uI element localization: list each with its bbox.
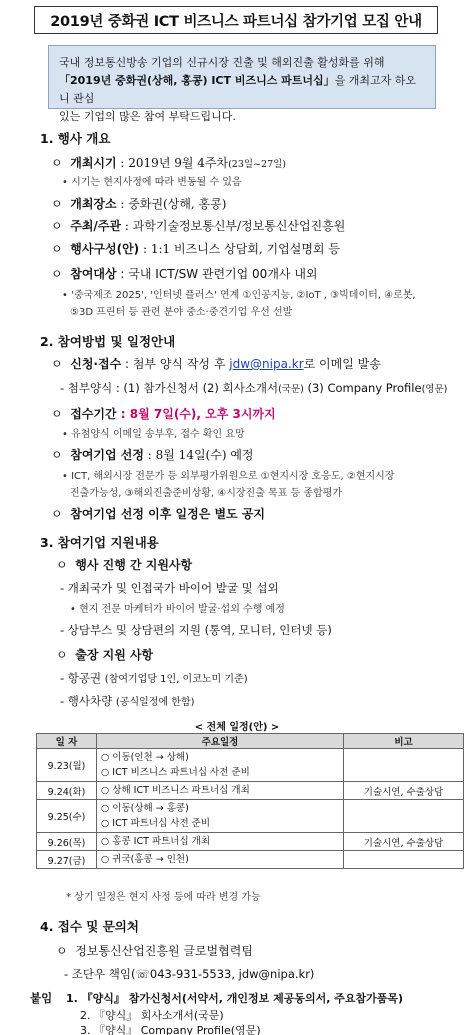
- contact-org: [56, 942, 253, 959]
- apply-email-link[interactable]: jdw@nipa.kr: [229, 357, 304, 371]
- row-note: [344, 851, 464, 869]
- row-items: [97, 833, 344, 851]
- support-item-1-note: • 현지 전문 마케터가 바이어 발굴·섭외 수행 예정: [70, 604, 285, 615]
- trip-item-1-text: - 항공권: [60, 671, 105, 685]
- row-item: ○ 홍콩 ICT 파트너십 개최: [101, 836, 211, 847]
- trip-item-2-text: - 행사차량: [60, 694, 116, 708]
- row-item: ○ 이동(상해 → 홍콩): [101, 803, 189, 814]
- notice-line-2: [59, 72, 425, 108]
- row-date: 9.25(수): [37, 800, 97, 833]
- period-value: : 2019년 9월 4주차: [116, 156, 229, 170]
- bullet: ㅇ: [51, 448, 63, 462]
- row-items: [97, 800, 344, 833]
- row-note: [344, 749, 464, 782]
- attachment-item-2: 2. 『양식』 회사소개서(국문): [80, 1009, 224, 1022]
- program-value: : 1:1 비즈니스 상담회, 기업설명회 등: [139, 242, 340, 256]
- section-3-heading: 3. 참여기업 지원내용: [40, 535, 159, 550]
- item-selection: [51, 446, 254, 463]
- program-key: 행사구성(안): [70, 242, 140, 256]
- bullet: ㅇ: [51, 219, 63, 233]
- row-items: [97, 749, 344, 782]
- item-deadline: [51, 405, 276, 422]
- row-items: [97, 851, 344, 869]
- apply-post: 로 이메일 발송: [303, 357, 381, 371]
- forms-text-2: (3) Company Profile: [303, 381, 422, 395]
- item-support: [56, 556, 192, 573]
- header-date: 일 자: [37, 734, 97, 749]
- schedule-footnote: * 상기 일정은 현지 사정 등에 따라 변경 가능: [66, 892, 261, 903]
- item-program: [51, 240, 340, 257]
- table-row: [37, 833, 464, 851]
- schedule-header-row: [37, 734, 464, 749]
- trip-item-1-detail: (참여기업당 1인, 이코노미 기준): [104, 674, 248, 685]
- forms-lang-en: (영문): [421, 384, 448, 395]
- bullet: ㅇ: [51, 156, 63, 170]
- period-note: • 시기는 현지사정에 따라 변동될 수 있음: [62, 177, 242, 188]
- row-date: 9.24(화): [37, 782, 97, 800]
- attachment-item-3: 3. 『양식』 Company Profile(영문): [80, 1024, 261, 1035]
- target-note-2: ⑤3D 프린터 등 관련 분야 중소·중견기업 우선 선발: [70, 307, 293, 318]
- notice-line-2-rest: 을 개최고자 하오니 관심: [59, 74, 417, 105]
- item-host: [51, 217, 345, 234]
- bullet: ㅇ: [51, 507, 63, 521]
- title-box: [34, 6, 438, 34]
- row-item: ○ 이동(인천 → 상해): [101, 752, 189, 763]
- row-date: 9.23(월): [37, 749, 97, 782]
- notify-text: 참여기업 선정 이후 일정은 별도 공지: [70, 507, 266, 521]
- schedule-table: [36, 733, 464, 869]
- attachment-item-1: 1. 『양식』 참가신청서(서약서, 개인정보 제공동의서, 주요참가품목): [66, 992, 404, 1005]
- trip-item-2: [60, 693, 195, 709]
- row-items: [97, 782, 344, 800]
- selection-note-2: 진출가능성, ③해외진출준비상황, ④시장진출 목표 등 종합평가: [70, 488, 343, 499]
- notice-line-3: 있는 기업의 많은 참여 부탁드립니다.: [59, 110, 236, 123]
- support-item-1: - 개최국가 및 인접국가 바이어 발굴 및 섭외: [60, 581, 279, 595]
- host-key: 주최/주관: [70, 219, 121, 233]
- row-date: 9.26(목): [37, 833, 97, 851]
- table-row: [37, 800, 464, 833]
- apply-key: 신청·접수: [70, 357, 122, 371]
- row-item: ○ 상해 ICT 비즈니스 파트너십 개최: [101, 785, 250, 796]
- trip-item-2-detail: (공식일정에 한함): [115, 697, 195, 708]
- selection-key: 참여기업 선정: [70, 448, 144, 462]
- bullet: ㅇ: [56, 944, 68, 958]
- bullet: ㅇ: [51, 242, 63, 256]
- table-row: [37, 749, 464, 782]
- item-place: [51, 195, 226, 212]
- period-range: (23일~27일): [228, 159, 286, 170]
- item-trip: [56, 646, 153, 663]
- support-key: 행사 진행 간 지원사항: [75, 558, 193, 572]
- bullet: ㅇ: [56, 558, 68, 572]
- place-key: 개최장소: [70, 197, 117, 211]
- bullet: ㅇ: [56, 648, 68, 662]
- support-item-2: - 상담부스 및 상담편의 지원 (통역, 모니터, 인터넷 등): [60, 623, 332, 637]
- schedule-caption: < 전체 일정(안) >: [194, 722, 280, 733]
- row-item: ○ 귀국(홍콩 → 인천): [101, 854, 189, 865]
- forms-text: - 첨부양식 : (1) 참가신청서 (2) 회사소개서: [60, 381, 279, 395]
- notice-line-1: 국내 정보통신방송 기업의 신규시장 진출 및 해외진출 활성화를 위해: [59, 56, 385, 69]
- period-key: 개최시기: [70, 156, 117, 170]
- trip-item-1: [60, 670, 248, 686]
- selection-value: : 8월 14일(수) 예정: [143, 448, 254, 462]
- item-notify: [51, 505, 265, 522]
- host-value: : 과학기술정보통신부/정보통신산업진흥원: [121, 219, 346, 233]
- item-target: [51, 265, 318, 282]
- notice-event-name: 「2019년 중화권(상해, 홍콩) ICT 비즈니스 파트너십」: [59, 74, 335, 87]
- row-note: 기술시연, 수출상담: [344, 833, 464, 851]
- attachments-label: 붙임: [30, 991, 53, 1005]
- bullet: ㅇ: [51, 407, 63, 421]
- table-row: [37, 782, 464, 800]
- deadline-note: • 유첨양식 이메일 송부후, 접수 확인 요망: [62, 429, 245, 440]
- target-note-1: • '중국제조 2025', '인터넷 플러스' 연계 ①인공지능, ②IoT , ③빅데이터, ④로봇,: [62, 290, 416, 301]
- trip-key: 출장 지원 사항: [75, 648, 154, 662]
- forms-lang-kr: (국문): [278, 384, 304, 395]
- item-apply: [51, 355, 381, 372]
- selection-note-1: • ICT, 해외시장 전문가 등 외부평가위원으로 ①현지시장 호응도, ②현지시장: [62, 471, 395, 482]
- contact-person: - 조단우 책임(☏043-931-5533, jdw@nipa.kr): [64, 967, 315, 981]
- section-2-heading: 2. 참여방법 및 일정안내: [40, 334, 176, 349]
- row-item: ○ ICT 파트너십 사전 준비: [101, 818, 211, 829]
- header-note: 비고: [344, 734, 464, 749]
- row-note: 기술시연, 수출상담: [344, 782, 464, 800]
- row-item: ○ ICT 비즈니스 파트너십 사전 준비: [101, 767, 250, 778]
- deadline-key: 접수기간: [70, 407, 117, 421]
- page-title: 2019년 중화권 ICT 비즈니스 파트너십 참가기업 모집 안내: [50, 13, 422, 30]
- target-value: : 국내 ICT/SW 관련기업 00개사 내외: [116, 267, 318, 281]
- row-date: 9.27(금): [37, 851, 97, 869]
- header-agenda: 주요일정: [97, 734, 344, 749]
- table-row: [37, 851, 464, 869]
- bullet: ㅇ: [51, 267, 63, 281]
- bullet: ㅇ: [51, 197, 63, 211]
- place-value: : 중화권(상해, 홍콩): [116, 197, 227, 211]
- contact-org-name: 정보통신산업진흥원 글로벌협력팀: [75, 944, 253, 958]
- target-key: 참여대상: [70, 267, 117, 281]
- item-period: [51, 154, 286, 171]
- intro-notice: [48, 45, 436, 123]
- apply-pre: : 첨부 양식 작성 후: [121, 357, 230, 371]
- bullet: ㅇ: [51, 357, 63, 371]
- row-note: [344, 800, 464, 833]
- forms-list: [60, 380, 447, 396]
- section-4-heading: 4. 접수 및 문의처: [40, 919, 139, 934]
- deadline-value: : 8월 7일(수), 오후 3시까지: [116, 407, 276, 421]
- section-1-heading: 1. 행사 개요: [40, 131, 111, 146]
